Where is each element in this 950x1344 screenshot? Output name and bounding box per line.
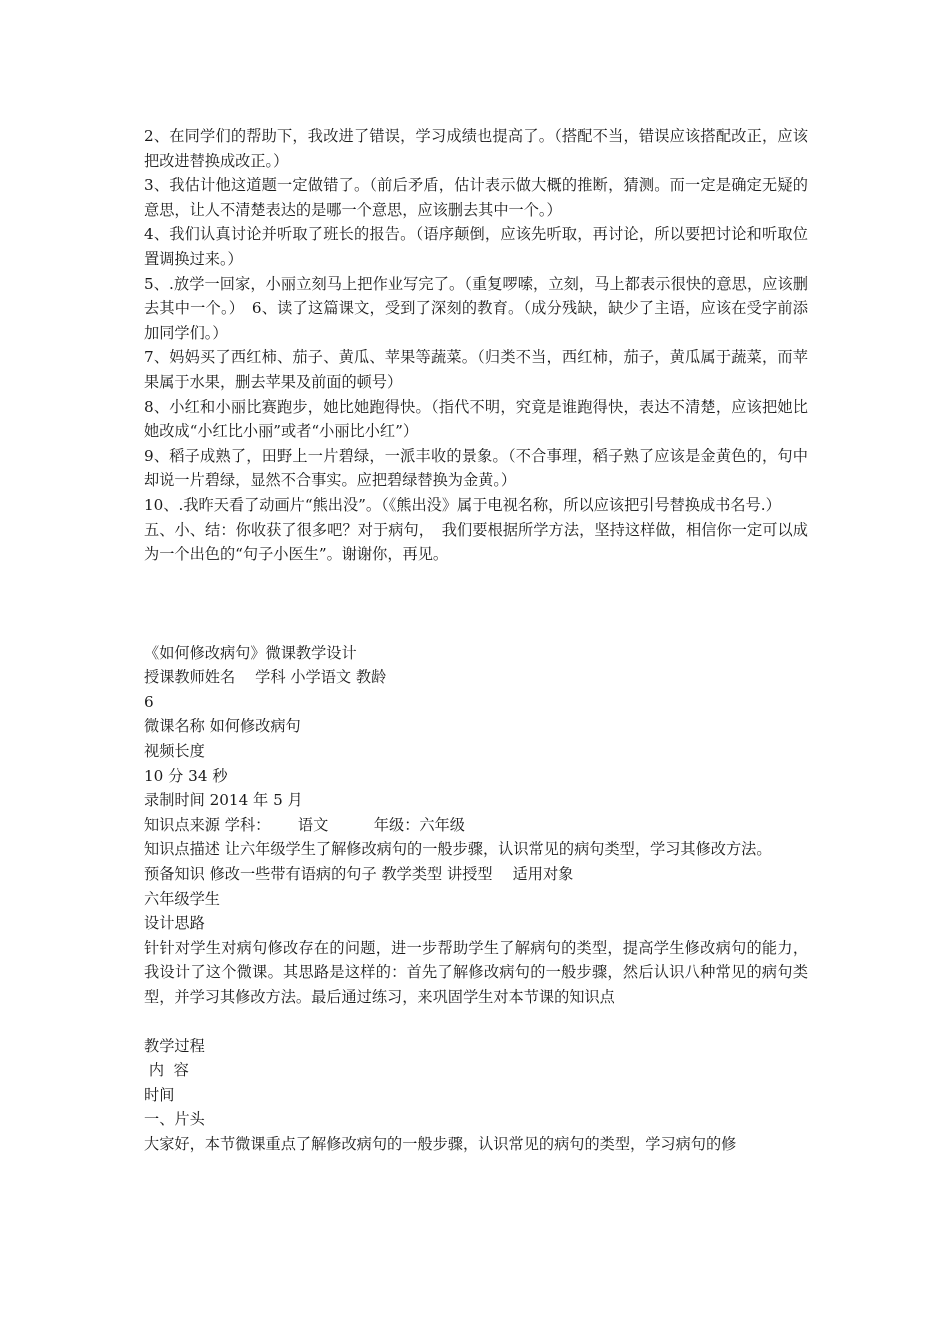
course-name-line: 微课名称 如何修改病句 — [144, 717, 301, 736]
document-page — [144, 124, 808, 1157]
content-column-label: 内 容 — [144, 1061, 189, 1080]
target-audience-value: 六年级学生 — [144, 889, 220, 908]
paragraph-item-9: 9、稻子成熟了，田野上一片碧绿，一派丰收的景象。（不合事理，稻子熟了应该是金黄色的，句中却说一片碧绿，显然不合事实。应把碧绿替换为金黄。） — [144, 446, 808, 490]
time-column-label: 时间 — [144, 1085, 175, 1104]
video-length-label: 视频长度 — [144, 742, 205, 761]
paragraph-gap — [144, 1010, 808, 1034]
design-idea-label: 设计思路 — [144, 914, 205, 933]
section-gap — [144, 567, 808, 641]
video-length-value: 10 分 34 秒 — [144, 766, 228, 785]
paragraph-item-10: 10、.我昨天看了动画片“熊出没”。（《熊出没》属于电视名称，所以应该把引号替换成书名号.） — [144, 495, 781, 514]
intro-text: 大家好，本节微课重点了解修改病句的一般步骤，认识常见的病句的类型，学习病句的修 — [144, 1134, 737, 1153]
paragraph-item-2: 2、在同学们的帮助下，我改进了错误，学习成绩也提高了。（搭配不当，错误应该搭配改正，应该把改进替换成改正。） — [144, 127, 808, 170]
paragraph-summary: 五、小、结：你收获了很多吧？对于病句， 我们要根据所学方法，坚持这样做，相信你一定可以成为一个出色的“句子小医生”。谢谢你，再见。 — [144, 520, 808, 564]
knowledge-desc-line: 知识点描述 让六年级学生了解修改病句的一般步骤，认识常见的病句类型，学习其修改方法。 — [144, 840, 772, 859]
teaching-age-value: 6 — [144, 692, 154, 711]
teaching-process-label: 教学过程 — [144, 1036, 205, 1055]
design-title: 《如何修改病句》微课教学设计 — [144, 643, 357, 662]
knowledge-source-line: 知识点来源 学科： 语文 年级：六年级 — [144, 815, 465, 834]
paragraph-item-4: 4、我们认真讨论并听取了班长的报告。（语序颠倒，应该先听取，再讨论，所以要把讨论和听取位置调换过来。） — [144, 225, 808, 268]
prior-knowledge-line: 预备知识 修改一些带有语病的句子 教学类型 讲授型 适用对象 — [144, 865, 574, 884]
part-one-heading: 一、片头 — [144, 1110, 205, 1129]
paragraph-item-5-6: 5、.放学一回家，小丽立刻马上把作业写完了。（重复啰嗦，立刻，马上都表示很快的意思，应该删去其中一个。） 6、读了这篇课文，受到了深刻的教育。（成分残缺，缺少了主语，应该在受字前添加同学们。） — [144, 274, 808, 342]
paragraph-item-7: 7、妈妈买了西红柿、茄子、黄瓜、苹果等蔬菜。（归类不当，西红柿，茄子，黄瓜属于蔬菜，而苹果属于水果，删去苹果及前面的顿号） — [144, 348, 808, 391]
record-time-line: 录制时间 2014 年 5 月 — [144, 791, 303, 810]
paragraph-item-3: 3、我估计他这道题一定做错了。（前后矛盾，估计表示做大概的推断，猜测。而一定是确定无疑的意思，让人不清楚表达的是哪一个意思，应该删去其中一个。） — [144, 176, 808, 219]
design-idea-text: 针针对学生对病句修改存在的问题，进一步帮助学生了解病句的类型，提高学生修改病句的能力，我设计了这个微课。其思路是这样的：首先了解修改病句的一般步骤，然后认识八种常见的病句类型，并学习其修改方法。最后通过练习，来巩固学生对本节课的知识点 — [144, 938, 808, 1006]
paragraph-item-8: 8、小红和小丽比赛跑步，她比她跑得快。（指代不明，究竟是谁跑得快，表达不清楚，应该把她比她改成“小红比小丽”或者“小丽比小红”） — [144, 397, 808, 441]
teacher-line: 授课教师姓名 学科 小学语文 教龄 — [144, 668, 387, 687]
